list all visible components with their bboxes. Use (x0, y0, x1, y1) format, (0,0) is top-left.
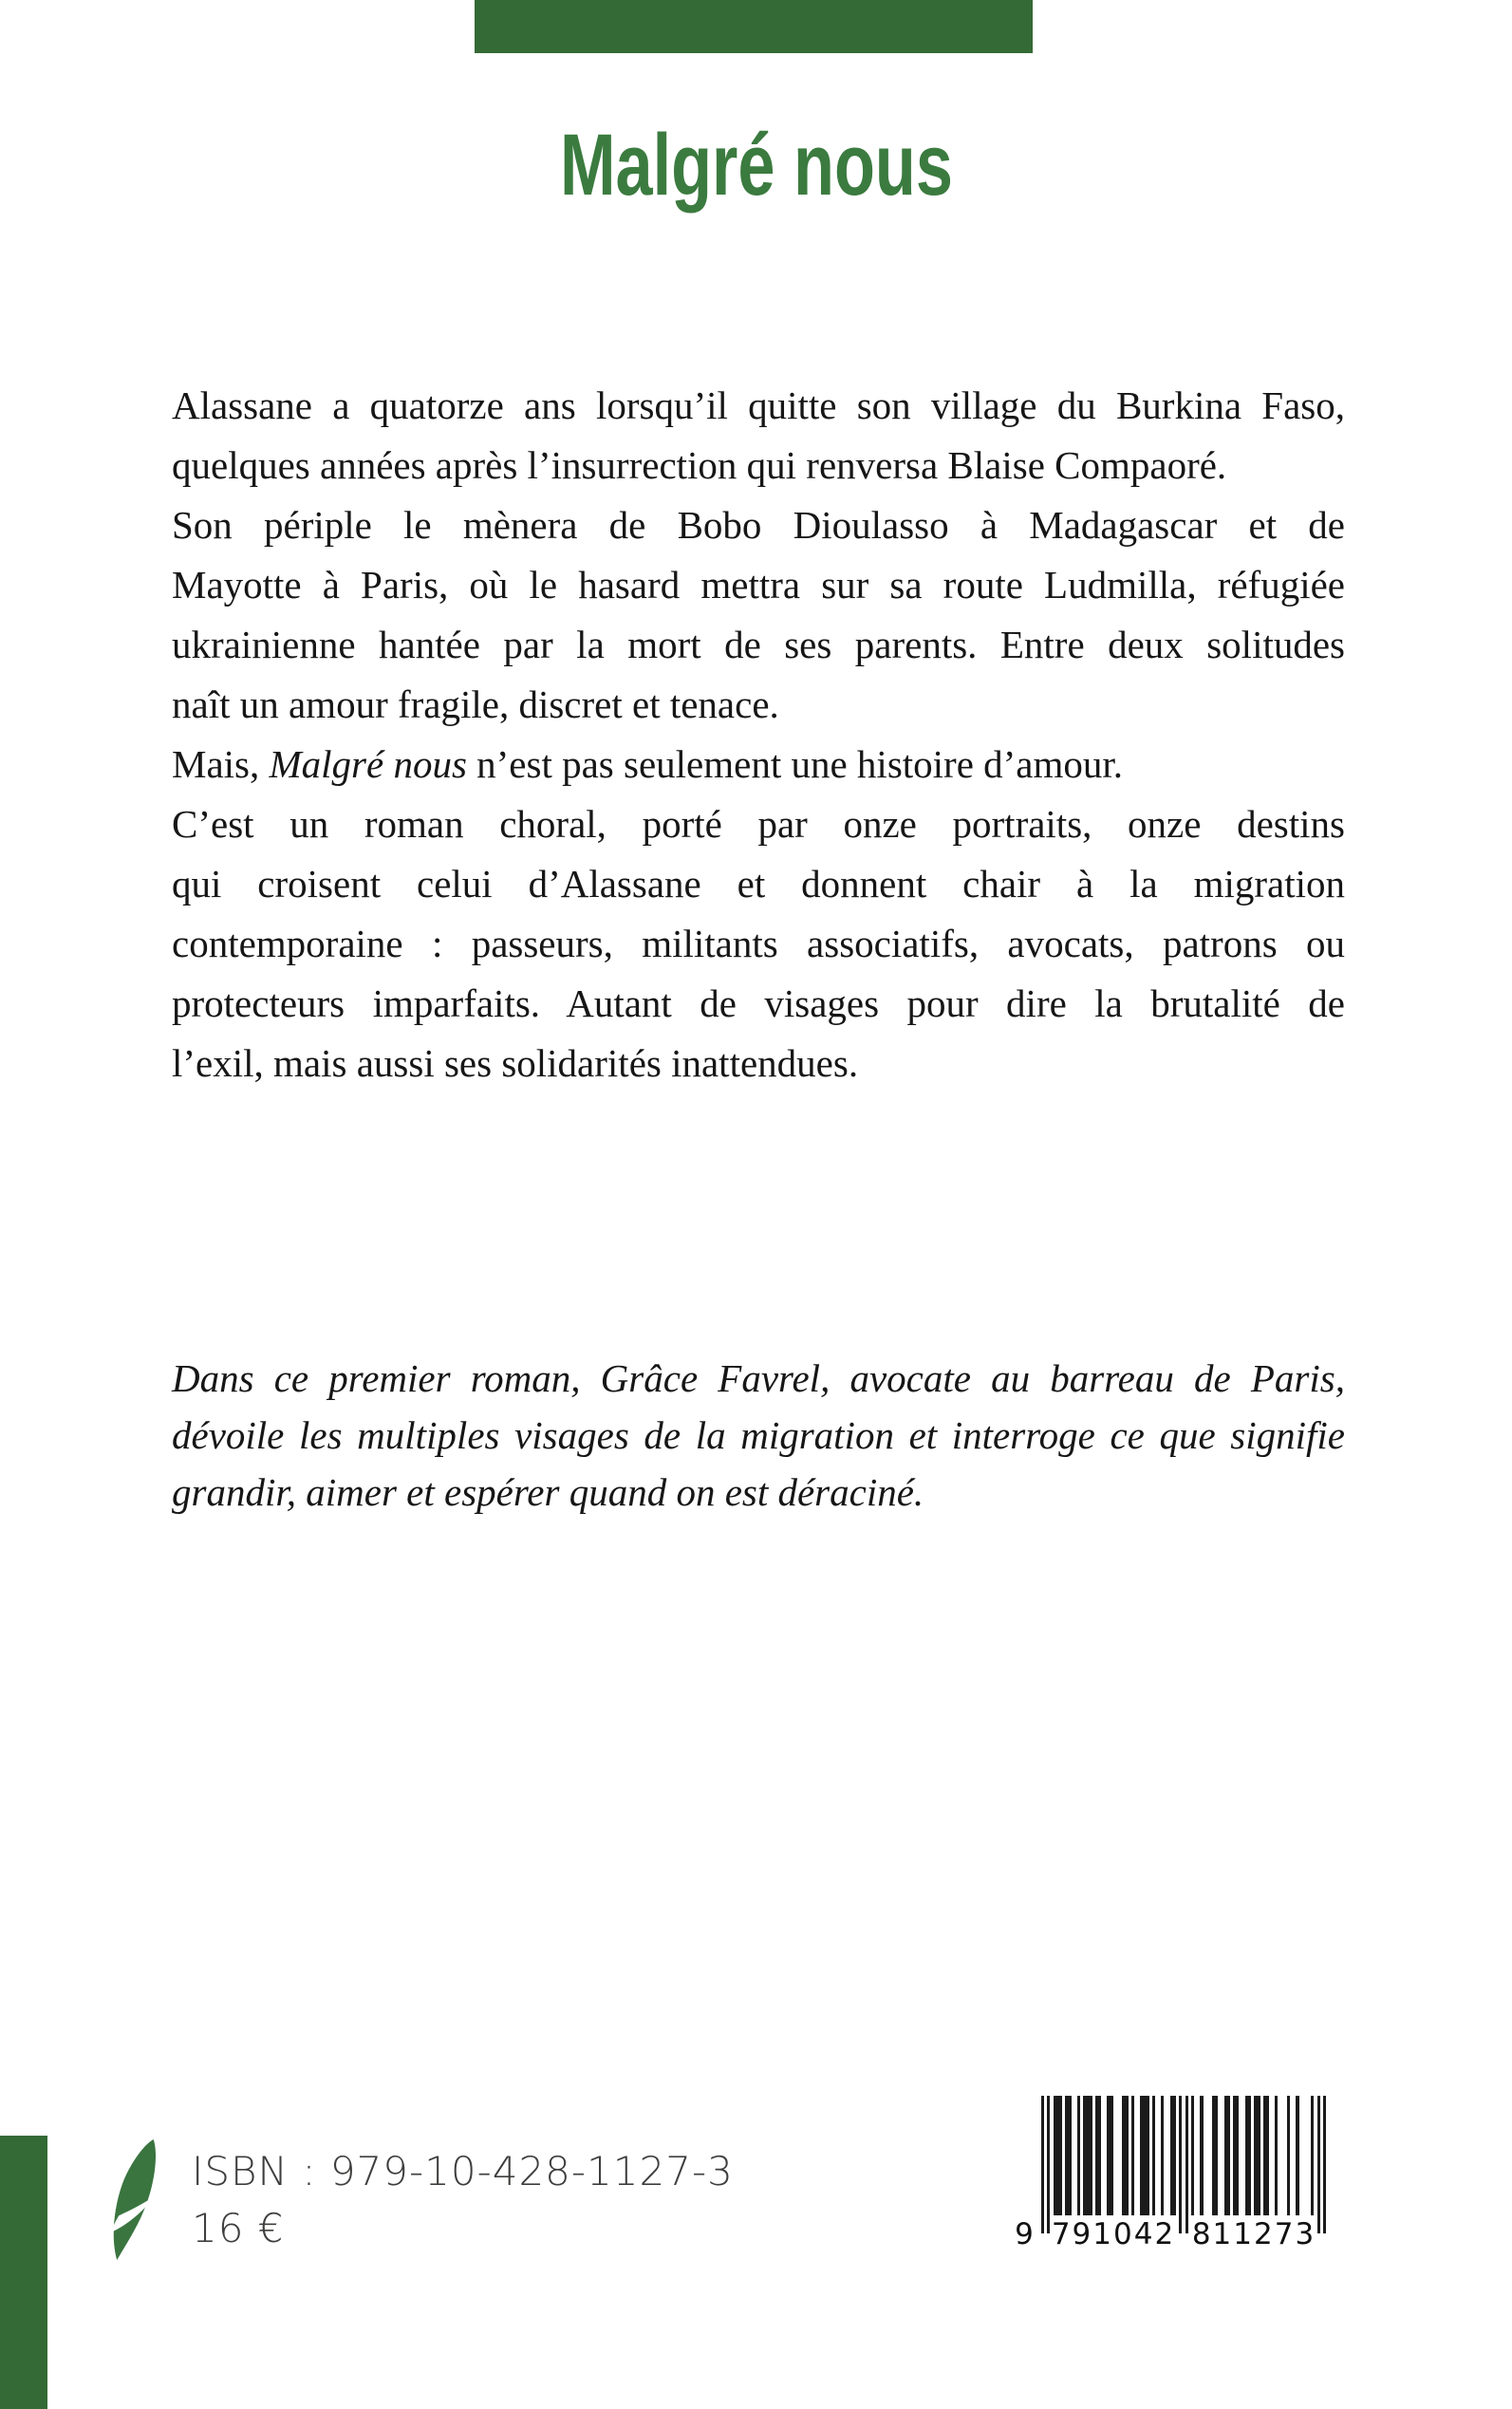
barcode-left-digits: 791042 (1051, 2217, 1176, 2251)
text-line: Son périple le mènera de Bobo Dioulasso à Madagascar et de (172, 503, 1345, 547)
page-title (0, 118, 1512, 213)
barcode-bar (1311, 2096, 1314, 2215)
barcode-bar (1254, 2096, 1260, 2215)
barcode-bar (1323, 2096, 1326, 2233)
text-line: protecteurs imparfaits. Autant de visages pour dire la brutalité de (172, 981, 1345, 1025)
barcode-bar (1317, 2096, 1320, 2233)
barcode-bar (1170, 2096, 1176, 2215)
text-line: grandir, aimer et espérer quand on est déraciné. (172, 1470, 924, 1514)
footer-text (192, 2143, 734, 2257)
barcode-bar (1107, 2096, 1112, 2215)
text-line: l’exil, mais aussi ses solidarités inattendues. (172, 1041, 859, 1085)
text-line: qui croisent celui d’Alassane et donnent chair à la migration (172, 862, 1345, 906)
barcode-bar (1095, 2096, 1101, 2215)
book-title-text: Malgré nous (559, 117, 953, 214)
barcode-right-digits: 811273 (1191, 2217, 1316, 2251)
barcode-bar (1179, 2096, 1182, 2233)
text-line: quelques années après l’insurrection qui renversa Blaise Compaoré. (172, 443, 1227, 487)
barcode-bar (1263, 2096, 1269, 2215)
barcode-bar (1185, 2096, 1188, 2233)
barcode-bar (1047, 2096, 1050, 2233)
barcode-bar (1200, 2096, 1203, 2215)
synopsis (172, 376, 1345, 1093)
text-line: dévoile les multiples visages de la migration et interroge ce que signifie (172, 1413, 1345, 1457)
barcode-bar (1287, 2096, 1290, 2215)
barcode-bar (1152, 2096, 1155, 2215)
price-text: 16 € (192, 2205, 285, 2251)
barcode-lead-digit: 9 (1015, 2217, 1034, 2251)
barcode-bar (1077, 2096, 1080, 2215)
author-note (172, 1350, 1345, 1521)
barcode-bar (1296, 2096, 1298, 2215)
publisher-quill-icon (106, 2138, 165, 2260)
barcode-bar (1041, 2096, 1044, 2233)
barcode (1015, 2096, 1326, 2251)
barcode-bar (1083, 2096, 1092, 2215)
barcode-bar (1161, 2096, 1164, 2215)
barcode-bar (1245, 2096, 1251, 2215)
text-line: contemporaine : passeurs, militants associatifs, avocats, patrons ou (172, 922, 1345, 965)
spine-accent-bar (0, 2136, 47, 2409)
text-line: Mais, Malgré nous n’est pas seulement une histoire d’amour. (172, 742, 1124, 786)
text-line: ukrainienne hantée par la mort de ses parents. Entre deux solitudes (172, 623, 1345, 666)
barcode-bar (1065, 2096, 1071, 2215)
isbn-text: ISBN : 979-10-428-1127-3 (192, 2148, 734, 2194)
barcode-bar (1275, 2096, 1278, 2215)
barcode-bar (1122, 2096, 1128, 2215)
top-accent-bar (475, 0, 1033, 53)
text-line: C’est un roman choral, porté par onze portraits, onze destins (172, 802, 1345, 846)
barcode-bar (1191, 2096, 1194, 2215)
text-line: Alassane a quatorze ans lorsqu’il quitte son village du Burkina Faso, (172, 383, 1345, 427)
barcode-bar (1131, 2096, 1134, 2215)
barcode-bar (1054, 2096, 1062, 2215)
barcode-bar (1233, 2096, 1239, 2215)
barcode-bar (1140, 2096, 1148, 2215)
barcode-bar (1224, 2096, 1230, 2215)
barcode-bar (1212, 2096, 1218, 2215)
text-line: Mayotte à Paris, où le hasard mettra sur sa route Ludmilla, réfugiée (172, 563, 1345, 607)
text-line: Dans ce premier roman, Grâce Favrel, avocate au barreau de Paris, (172, 1356, 1345, 1400)
text-line: naît un amour fragile, discret et tenace. (172, 682, 779, 726)
